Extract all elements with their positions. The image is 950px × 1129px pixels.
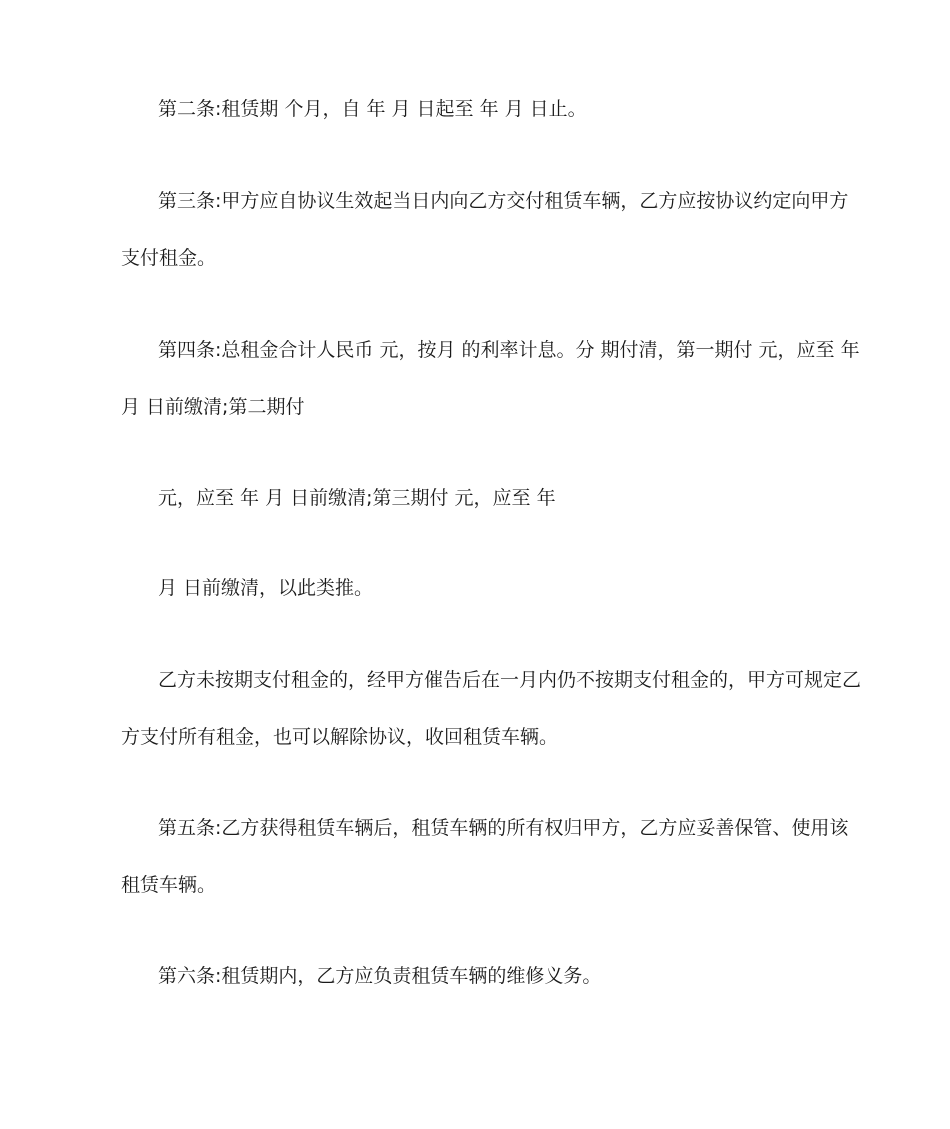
article-4-line-3: 元，应至 年 月 日前缴清;第三期付 元，应至 年	[158, 487, 556, 509]
article-4-line-2: 月 日前缴清;第二期付	[121, 396, 305, 418]
article-6-line-1: 第六条:租赁期内，乙方应负责租赁车辆的维修义务。	[158, 965, 602, 987]
late-payment-line-1: 乙方未按期支付租金的，经甲方催告后在一月内仍不按期支付租金的，甲方可规定乙	[158, 669, 862, 691]
article-3-line-1: 第三条:甲方应自协议生效起当日内向乙方交付租赁车辆，乙方应按协议约定向甲方	[158, 190, 849, 212]
article-4-line-1: 第四条:总租金合计人民币 元，按月 的利率计息。分 期付清，第一期付 元，应至 年	[158, 339, 860, 361]
late-payment-line-2: 方支付所有租金，也可以解除协议，收回租赁车辆。	[121, 726, 559, 748]
article-2-line-1: 第二条:租赁期 个月，自 年 月 日起至 年 月 日止。	[158, 98, 587, 120]
article-5-line-2: 租赁车辆。	[121, 874, 217, 896]
article-3-line-2: 支付租金。	[121, 247, 217, 269]
article-5-line-1: 第五条:乙方获得租赁车辆后，租赁车辆的所有权归甲方，乙方应妥善保管、使用该	[158, 817, 849, 839]
article-4-line-4: 月 日前缴清，以此类推。	[158, 577, 374, 599]
